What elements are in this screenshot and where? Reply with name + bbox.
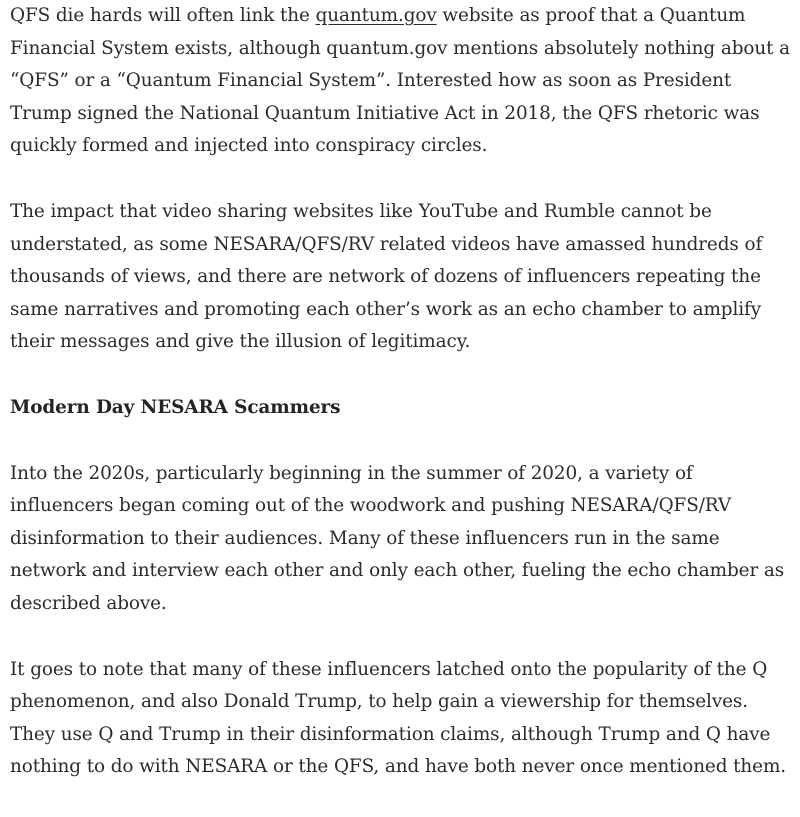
paragraph-qfs-quantum-gov <box>10 0 795 163</box>
paragraph-video-sharing: The impact that video sharing websites like YouTube and Rumble cannot be understated, as some NESARA/QFS/RV related videos have amassed hundreds of thousands of views, and there are network of dozens of influencers repeating the same narratives and promoting each other’s work as an echo chamber to amplify their messages and give the illusion of legitimacy. <box>10 200 763 353</box>
paragraph-text: QFS die hards will often link the <box>10 5 316 26</box>
section-heading: Modern Day NESARA Scammers <box>10 396 341 418</box>
quantum-gov-link[interactable]: quantum.gov <box>315 5 437 26</box>
article-body <box>10 0 795 817</box>
paragraph-text: website as proof that a Quantum Financial System exists, although quantum.gov mentions absolutely nothing about a “QFS” or a “Quantum Financial System”. Interested how as soon as President Trump signed the National Quantum Initiative Act in 2018, the QFS rhetoric was quickly formed and injected into conspiracy circles. <box>10 5 790 157</box>
paragraph-2020s-influencers: Into the 2020s, particularly beginning in the summer of 2020, a variety of influencers began coming out of the woodwork and pushing NESARA/QFS/RV disinformation to their audiences. Many of these influencers run in the same network and interview each other and only each other, fueling the echo chamber as described above. <box>10 462 785 614</box>
paragraph-q-trump: It goes to note that many of these influencers latched onto the popularity of the Q phenomenon, and also Donald Trump, to help gain a viewership for themselves. They use Q and Trump in their disinformation claims, although Trump and Q have nothing to do with NESARA or the QFS, and have both never once mentioned them. <box>10 658 787 778</box>
